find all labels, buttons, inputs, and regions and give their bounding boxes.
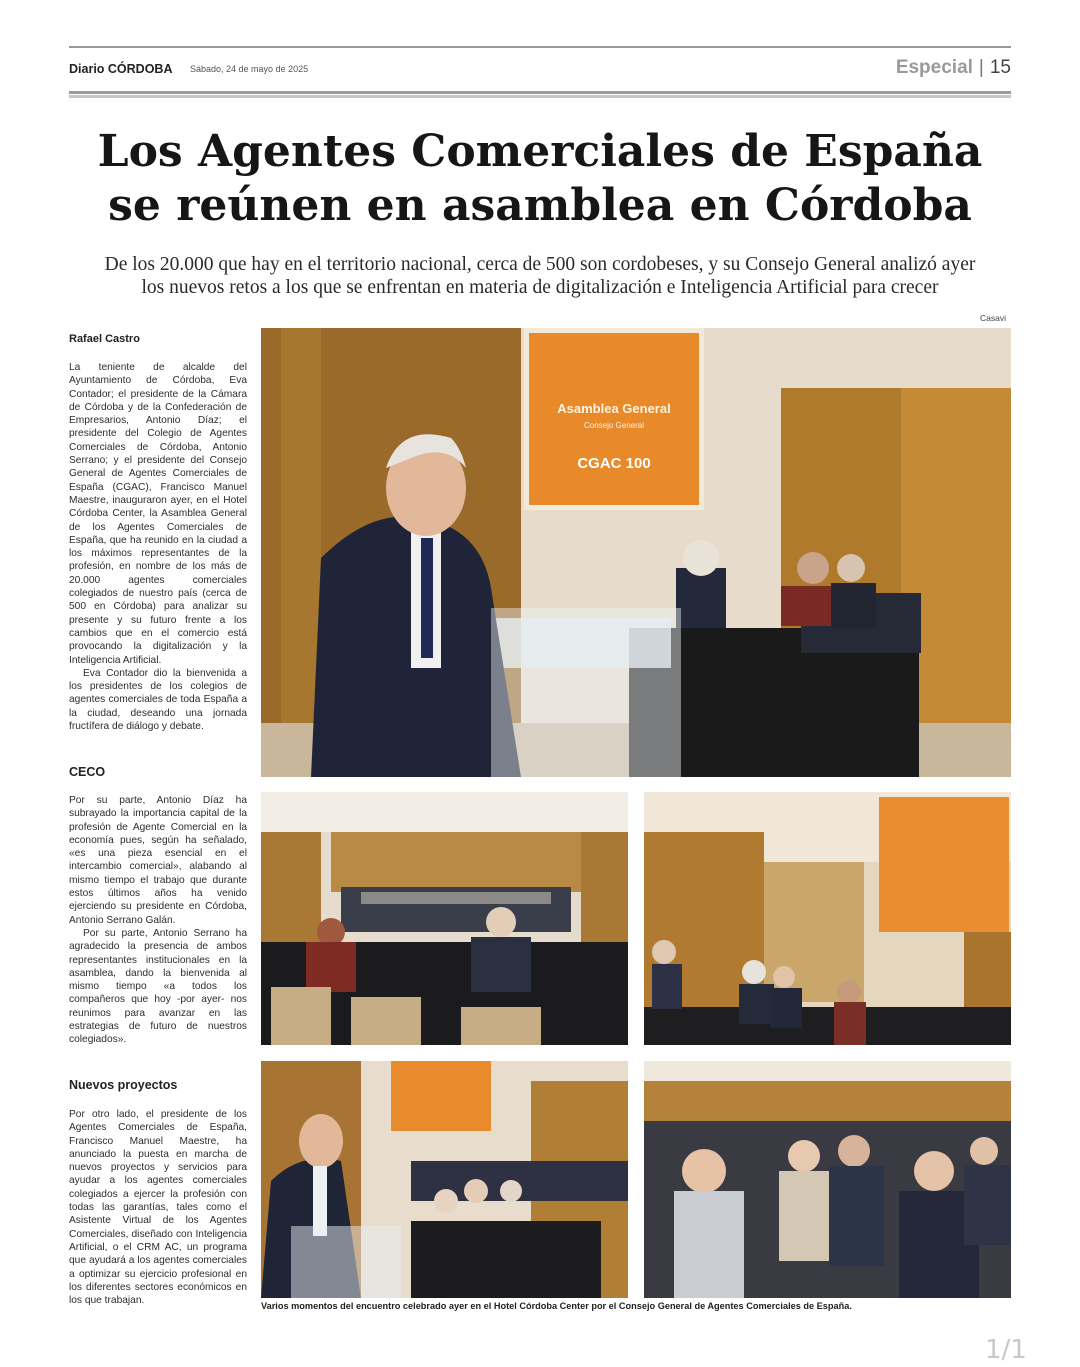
section-label: Especial | 15 xyxy=(895,57,1011,78)
header-rule-bottom xyxy=(69,91,1011,98)
headline-line: se reúnen en asamblea en Córdoba xyxy=(108,180,972,231)
photo-audience-close xyxy=(644,1061,1011,1298)
main-photo xyxy=(261,328,1011,777)
photo-speaker-podium xyxy=(261,1061,628,1298)
paragraph: Por otro lado, el presidente de los Agentes Comerciales de España, Francisco Manuel Maestre, ha anunciado la puesta en marcha de nuevos proyectos y servicios para ayudar a los agentes comerciales colegiados a ejercer la profesión con todas las garantías, tales como el Asistente Virtual de los Agentes Comerciales, diseñado con Inteligencia Artificial, o el CRM AC, un programa que ayudará a los agentes comerciales a optimizar su ejercicio profesional en los diferentes sectores económicos en los que trabajan. xyxy=(69,1109,247,1307)
masthead xyxy=(69,56,1011,86)
screen-title: Asamblea General xyxy=(557,401,671,416)
text-block-proyectos xyxy=(69,1108,247,1307)
text-block-intro xyxy=(69,361,247,733)
photo-credit: Casavi xyxy=(980,313,1006,323)
article-headline xyxy=(60,125,1020,233)
photo-caption: Varios momentos del encuentro celebrado ayer en el Hotel Córdoba Center por el Consejo General de Agentes Comerciales de España. xyxy=(261,1301,852,1311)
photo-presidency-table xyxy=(644,792,1011,1045)
paragraph: Por su parte, Antonio Serrano ha agradecido la presencia de ambos representantes institucionales en la asamblea, dando la bienvenida al mismo tiempo «a todos los compañeros que hoy -por ayer- nos reunimos para avanzar en las estrategias de futuro de nuestros colegiados». xyxy=(69,927,247,1046)
paragraph: La teniente de alcalde del Ayuntamiento de Córdoba, Eva Contador; el presidente de la Cámara de Córdoba y de la Confederación de Empresarios, Antonio Díaz; el presidente del Colegio de Agentes Comerciales de Córdoba, Antonio Serrano; y el presidente del Consejo General de Agentes Comerciales de España (CGAC), Francisco Manuel Maestre, inauguraron ayer, en el Hotel Córdoba Center, la Asamblea General de los Agentes Comerciales de España, que ha reunido en la ciudad a los máximos representantes de la profesión, en nombre de los más de 20.000 agentes comerciales colegiados de nuestro país (cerca de 500 en Córdoba) para analizar su presente y su futuro frente a los cambios que en el comercio está provocando la digitalización y la Inteligencia Artificial. xyxy=(69,362,247,666)
issue-date: Sábado, 24 de mayo de 2025 xyxy=(190,64,309,74)
byline: Rafael Castro xyxy=(69,333,140,345)
paragraph: Eva Contador dio la bienvenida a los presidentes de los colegios de agentes comerciales de toda España a la ciudad, deseando una jornada fructífera de diálogo y debate. xyxy=(69,667,247,733)
viewer-page-indicator: 1/1 xyxy=(985,1335,1027,1365)
section-name: Especial xyxy=(895,57,973,78)
screen-subtitle: Consejo General xyxy=(583,421,645,430)
screen-logo: CGAC 100 xyxy=(577,455,651,472)
header-rule-top xyxy=(69,46,1011,48)
article-deck xyxy=(60,253,1020,299)
headline-line: Los Agentes Comerciales de España xyxy=(97,126,983,177)
deck-line: De los 20.000 que hay en el territorio nacional, cerca de 500 son cordobeses, y su Consejo General analizó ayer xyxy=(104,254,976,275)
newspaper-brand: Diario CÓRDOBA xyxy=(69,62,173,76)
subhead-ceco: CECO xyxy=(69,765,106,779)
deck-line: los nuevos retos a los que se enfrentan en materia de digitalización e Inteligencia Artificial para crecer xyxy=(141,277,939,298)
page-number: 15 xyxy=(989,57,1011,78)
text-block-ceco xyxy=(69,794,247,1047)
photo-audience-wide xyxy=(261,792,628,1045)
paragraph: Por su parte, Antonio Díaz ha subrayado la importancia capital de la profesión de Agente Comercial en la economía pues, según ha señalado, «es una pieza esencial en el intercambio comercial», alabando al mismo tiempo el trabajo que durante estos últimos años ha venido ejerciendo su presidente en Córdoba, Antonio Serrano Galán. xyxy=(69,795,247,926)
subhead-nuevos-proyectos: Nuevos proyectos xyxy=(69,1078,178,1092)
